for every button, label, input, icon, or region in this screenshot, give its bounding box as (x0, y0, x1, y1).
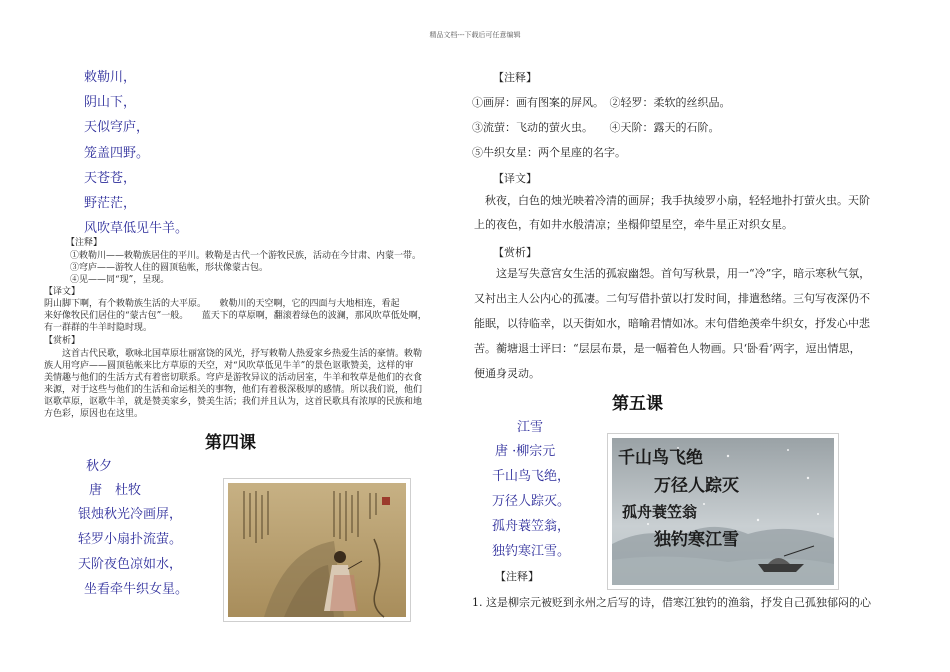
appreciation-line: 便通身灵动。 (474, 367, 540, 380)
poem-author: 唐 杜牧 (89, 483, 142, 498)
appreciation-line: 苦。蘅塘退士评曰：“层层布景，是一幅着色人物画。只‘卧看’两字，逗出情思， (474, 342, 861, 355)
note-line: ④见——同“现”，呈现。 (70, 275, 170, 285)
appreciation-line: 这是写失意宫女生活的孤寂幽怨。首句写秋景，用一“冷”字，暗示寒秋气氛， (474, 267, 871, 280)
image-text-line: 孤舟蓑笠翁 (622, 503, 698, 521)
appreciation-line: 方色彩，原因也在这里。 (44, 409, 144, 419)
translation-line: 秋夜，白色的烛光映着冷清的画屏；我手执绫罗小扇，轻轻地扑打萤火虫。天阶 (474, 194, 870, 207)
poem-line: 千山鸟飞绝， (492, 469, 571, 484)
poem-line: 独钓寒江雪。 (492, 544, 571, 559)
translation-line: 阴山脚下啊，有个敕勒族生活的大平原。 敕勒川的天空啊，它的四面与大地相连，看起 (44, 299, 400, 309)
poem-line: 轻罗小扇扑流萤。 (78, 532, 183, 547)
appreciation-line: 能眠，以待临幸，以天街如水，暗喻君情如冰。末句借绝羡牵牛织女，抒发心中悲 (474, 317, 870, 330)
appreciation-heading: 【赏析】 (44, 336, 81, 346)
appreciation-line: 这首古代民歌，歌咏北国草原壮丽富饶的风光，抒写敕勒人热爱家乡热爱生活的豪情。敕勒 (44, 349, 423, 359)
painting-illustration (224, 479, 410, 621)
note-line: ①敕勒川——敕勒族居住的平川。敕勒是古代一个游牧民族，活动在今甘肃、内蒙一带。 (70, 251, 422, 261)
poem-line: 笼盖四野。 (84, 146, 150, 161)
note-line: ③流萤：飞动的萤火虫。 ④天阶：露天的石阶。 (472, 121, 720, 134)
poem-line: 天似穹庐， (84, 120, 150, 135)
image-text-line: 独钓寒江雪 (654, 530, 739, 550)
poem-line: 万径人踪灭。 (492, 494, 571, 509)
lesson-title: 第五课 (612, 394, 663, 414)
poem-line: 天阶夜色凉如水， (78, 557, 183, 572)
poem-line: 银烛秋光冷画屏， (78, 507, 183, 522)
note-line: 1. 这是柳宗元被贬到永州之后写的诗，借寒江独钓的渔翁，抒发自己孤独郁闷的心 (472, 596, 871, 609)
poem-line: 坐看牵牛织女星。 (84, 582, 189, 597)
translation-heading: 【译文】 (44, 287, 81, 297)
poem-line: 敕勒川， (84, 70, 137, 85)
note-line: ①画屏：画有图案的屏风。 ②轻罗：柔软的丝织品。 (472, 96, 731, 109)
appreciation-heading: 【赏析】 (493, 246, 537, 259)
appreciation-line: 来源，对于这些与他们的生活和命运相关的事物，他们有着极深极厚的感情。所以我们说，他们 (44, 385, 423, 395)
translation-line: 来好像牧民们居住的“蒙古包”一般。 蓝天下的草原啊，翻滚着绿色的波澜，那风吹草低处啊， (44, 311, 427, 321)
lesson-title: 第四课 (205, 433, 256, 453)
translation-heading: 【译文】 (493, 172, 537, 185)
poem-line: 天苍苍， (84, 171, 137, 186)
river-snow-illustration (608, 434, 838, 589)
translation-line: 上的夜色，有如井水般清凉；坐榻仰望星空，牵牛星正对织女星。 (474, 218, 793, 231)
image-text-line: 万径人踪灭 (654, 476, 739, 496)
image-text-line: 千山鸟飞绝 (618, 448, 703, 468)
appreciation-line: 族人用穹庐——圆顶毡帐来比方草原的天空，对“风吹草低见牛羊”的景色讴歌赞美，这样的审 (44, 361, 414, 371)
translation-line: 有一群群的牛羊时隐时现。 (44, 323, 153, 333)
poem-title: 秋夕 (86, 459, 113, 474)
poem-author: 唐 ·柳宗元 (495, 444, 556, 459)
appreciation-line: 又衬出主人公内心的孤凄。二句写借扑萤以打发时间，排遣愁绪。三句写夜深仍不 (474, 292, 870, 305)
notes-heading: 【注释】 (66, 238, 103, 248)
appreciation-line: 美情趣与他们的生活方式有着密切联系。穹庐是游牧异议的活动居室，牛羊和牧草是他们的衣食 (44, 373, 423, 383)
painting-image (223, 478, 411, 622)
poem-line: 风吹草低见牛羊。 (84, 221, 189, 236)
notes-heading: 【注释】 (493, 71, 537, 84)
river-snow-image (607, 433, 839, 590)
poem-line: 野茫茫， (84, 196, 137, 211)
poem-title: 江雪 (517, 420, 544, 435)
page-header: 精品文档---下载后可任意编辑 (429, 31, 521, 39)
poem-line: 阴山下， (84, 95, 137, 110)
note-line: ⑤牛织女星：两个星座的名字。 (472, 146, 626, 159)
notes-heading: 【注释】 (495, 570, 539, 583)
note-line: ③穹庐——游牧人住的圆顶毡帐，形状像蒙古包。 (70, 263, 269, 273)
appreciation-line: 讴歌草原，讴歌牛羊，就是赞美家乡，赞美生活；我们并且认为，这首民歌具有浓厚的民族和地 (44, 397, 423, 407)
poem-line: 孤舟蓑笠翁， (492, 519, 571, 534)
